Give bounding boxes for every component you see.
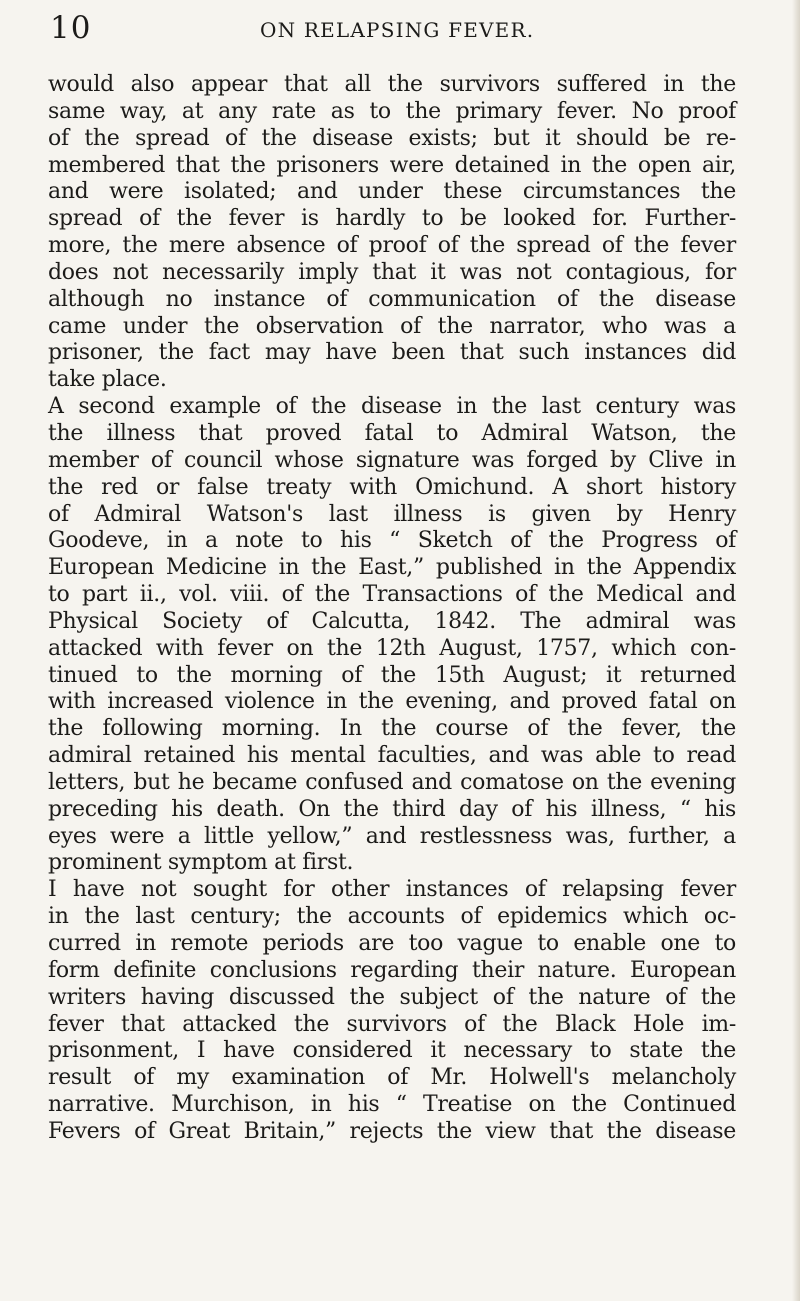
- text-line: curred in remote periods are too vague to enable one to: [48, 931, 736, 956]
- text-line: attacked with fever on the 12th August, 1757, which con-: [48, 635, 736, 661]
- text-line: of Admiral Watson's last illness is given by Henry: [48, 501, 736, 527]
- text-line: the illness that proved fatal to Admiral Watson, the: [48, 420, 736, 446]
- text-line: A second example of the disease in the last century was: [48, 394, 736, 420]
- text-line: form definite conclusions regarding their nature. European: [48, 957, 736, 983]
- body-text: [48, 72, 736, 1146]
- text-line: although no instance of communication of the disease: [48, 286, 736, 312]
- text-line: does not necessarily imply that it was not contagious, for: [48, 259, 736, 285]
- text-line: with increased violence in the evening, and proved fatal on: [48, 689, 736, 715]
- text-line: spread of the fever is hardly to be looked for. Further-: [48, 206, 736, 232]
- running-title: ON RELAPSING FEVER.: [260, 18, 535, 42]
- text-line: writers having discussed the subject of the nature of the: [48, 984, 736, 1010]
- text-line: letters, but he became confused and comatose on the evening: [48, 769, 736, 795]
- text-line: admiral retained his mental faculties, and was able to read: [48, 743, 736, 769]
- text-line: tinued to the morning of the 15th August; it returned: [48, 662, 736, 688]
- text-line: take place.: [48, 367, 167, 393]
- text-line: member of council whose signature was forged by Clive in: [48, 447, 736, 473]
- text-line: prisoner, the fact may have been that such instances did: [48, 340, 736, 366]
- text-line: Fevers of Great Britain,” rejects the view that the disease: [48, 1118, 736, 1144]
- text-line: narrative. Murchison, in his “ Treatise on the Continued: [48, 1092, 736, 1118]
- text-line: I have not sought for other instances of relapsing fever: [48, 877, 736, 903]
- text-line: eyes were a little yellow,” and restlessness was, further, a: [48, 823, 736, 849]
- text-line: to part ii., vol. viii. of the Transactions of the Medical and: [48, 582, 736, 608]
- text-line: the following morning. In the course of the fever, the: [48, 716, 736, 742]
- page-number: 10: [50, 10, 92, 46]
- text-line: more, the mere absence of proof of the spread of the fever: [48, 233, 736, 259]
- text-line: European Medicine in the East,” published in the Appendix: [48, 555, 736, 581]
- text-line: in the last century; the accounts of epidemics which oc-: [48, 904, 736, 930]
- page-header: [50, 8, 710, 48]
- text-line: would also appear that all the survivors suffered in the: [48, 72, 736, 97]
- text-line: fever that attacked the survivors of the Black Hole im-: [48, 1011, 736, 1037]
- text-line: the red or false treaty with Omichund. A short history: [48, 474, 736, 500]
- text-line: prominent symptom at first.: [48, 850, 354, 876]
- text-line: same way, at any rate as to the primary fever. No proof: [48, 98, 736, 124]
- text-line: Goodeve, in a note to his “ Sketch of the Progress of: [48, 528, 736, 554]
- text-line: and were isolated; and under these circumstances the: [48, 179, 736, 205]
- text-line: result of my examination of Mr. Holwell's melancholy: [48, 1065, 736, 1091]
- text-line: of the spread of the disease exists; but it should be re-: [48, 125, 736, 151]
- text-line: came under the observation of the narrator, who was a: [48, 313, 736, 339]
- text-line: prisonment, I have considered it necessary to state the: [48, 1038, 736, 1064]
- text-line: Physical Society of Calcutta, 1842. The admiral was: [48, 608, 736, 634]
- text-line: membered that the prisoners were detained in the open air,: [48, 152, 736, 178]
- text-line: preceding his death. On the third day of his illness, “ his: [48, 796, 736, 822]
- page-edge-shadow: [792, 0, 800, 1301]
